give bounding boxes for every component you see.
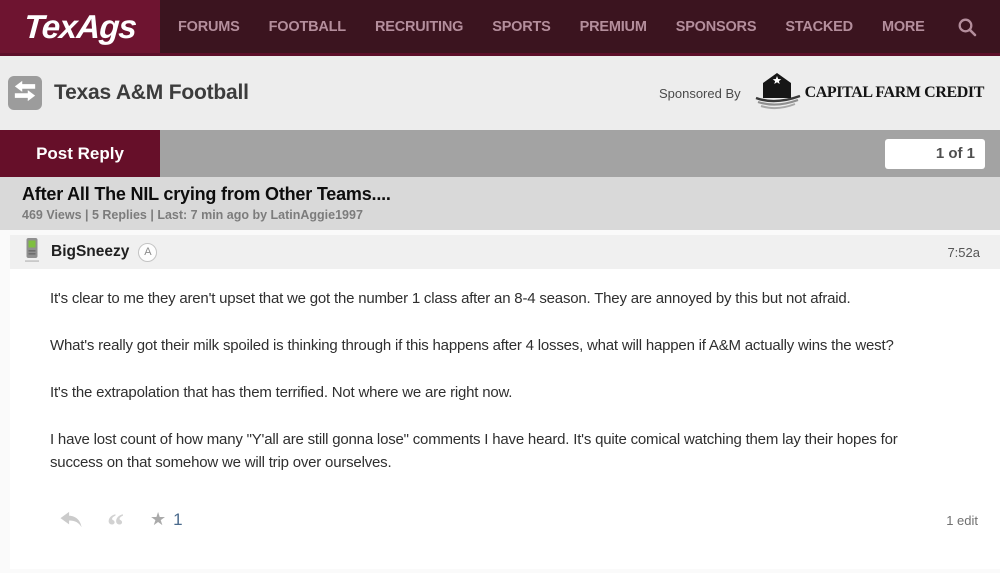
post-paragraph: I have lost count of how many "Y'all are still gonna lose" comments I have heard. It's quite comical watching them lay their hopes for success on that somehow we will trip over ourselves. [50,431,898,471]
author-badge: A [138,243,157,262]
post-footer [10,508,1000,545]
nav-item-sponsors[interactable]: SPONSORS [675,18,757,35]
reply-icon[interactable] [60,511,83,529]
nav-item-stacked[interactable]: STACKED [785,18,853,35]
post-paragraph: It's the extrapolation that has them terrified. Not where we are right now. [50,384,513,401]
top-navbar [0,0,1000,56]
page-title: Texas A&M Football [54,81,249,104]
nav-item-recruiting[interactable]: RECRUITING [374,18,464,35]
post-paragraph: It's clear to me they aren't upset that we got the number 1 class after an 8-4 season. They are annoyed by this but not afraid. [50,290,851,307]
nav-item-more[interactable]: MORE [881,18,925,35]
quote-icon[interactable]: “ [107,508,124,545]
thread-toolbar [0,130,1000,177]
search-icon[interactable] [956,16,978,38]
barn-icon [755,72,801,115]
post-paragraph: What's really got their milk spoiled is thinking through if this happens after 4 losses, what will happen if A&M actually wins the west? [50,337,894,354]
post-card [10,235,1000,569]
sponsored-by-label: Sponsored By [658,85,741,101]
sponsor-name-text: CAPITAL FARM CREDIT [804,84,984,101]
swap-arrows-icon [13,79,37,108]
post-author[interactable]: BigSneezy [51,243,130,260]
nav-item-premium[interactable]: PREMIUM [579,18,647,35]
nav-item-sports[interactable]: SPORTS [492,18,551,35]
mobile-phone-icon [25,237,39,268]
page-indicator[interactable]: 1 of 1 [885,139,985,169]
texags-logo-text: TexAgs [22,7,138,45]
star-count: 1 [173,510,183,529]
forum-switcher-button[interactable] [8,76,42,110]
post-timestamp: 7:52a [947,244,980,260]
thread-title: After All The NIL crying from Other Teams.... [22,184,391,204]
forum-header [0,56,1000,130]
nav-item-forums[interactable]: FORUMS [178,18,240,35]
thread-meta: 469 Views | 5 Replies | Last: 7 min ago by LatinAggie1997 [22,208,363,222]
star-button[interactable] [150,510,183,530]
star-icon: ★ [150,509,167,530]
nav-item-football[interactable]: FOOTBALL [268,18,346,35]
post-reply-button[interactable]: Post Reply [0,130,160,177]
post-body [10,269,975,498]
post-header-row [10,235,1000,269]
capital-farm-credit-logo[interactable] [755,72,984,115]
edit-count-note: 1 edit [946,512,978,528]
texags-logo[interactable] [0,0,160,53]
thread-header [0,177,1000,230]
nav-menu [160,0,978,53]
